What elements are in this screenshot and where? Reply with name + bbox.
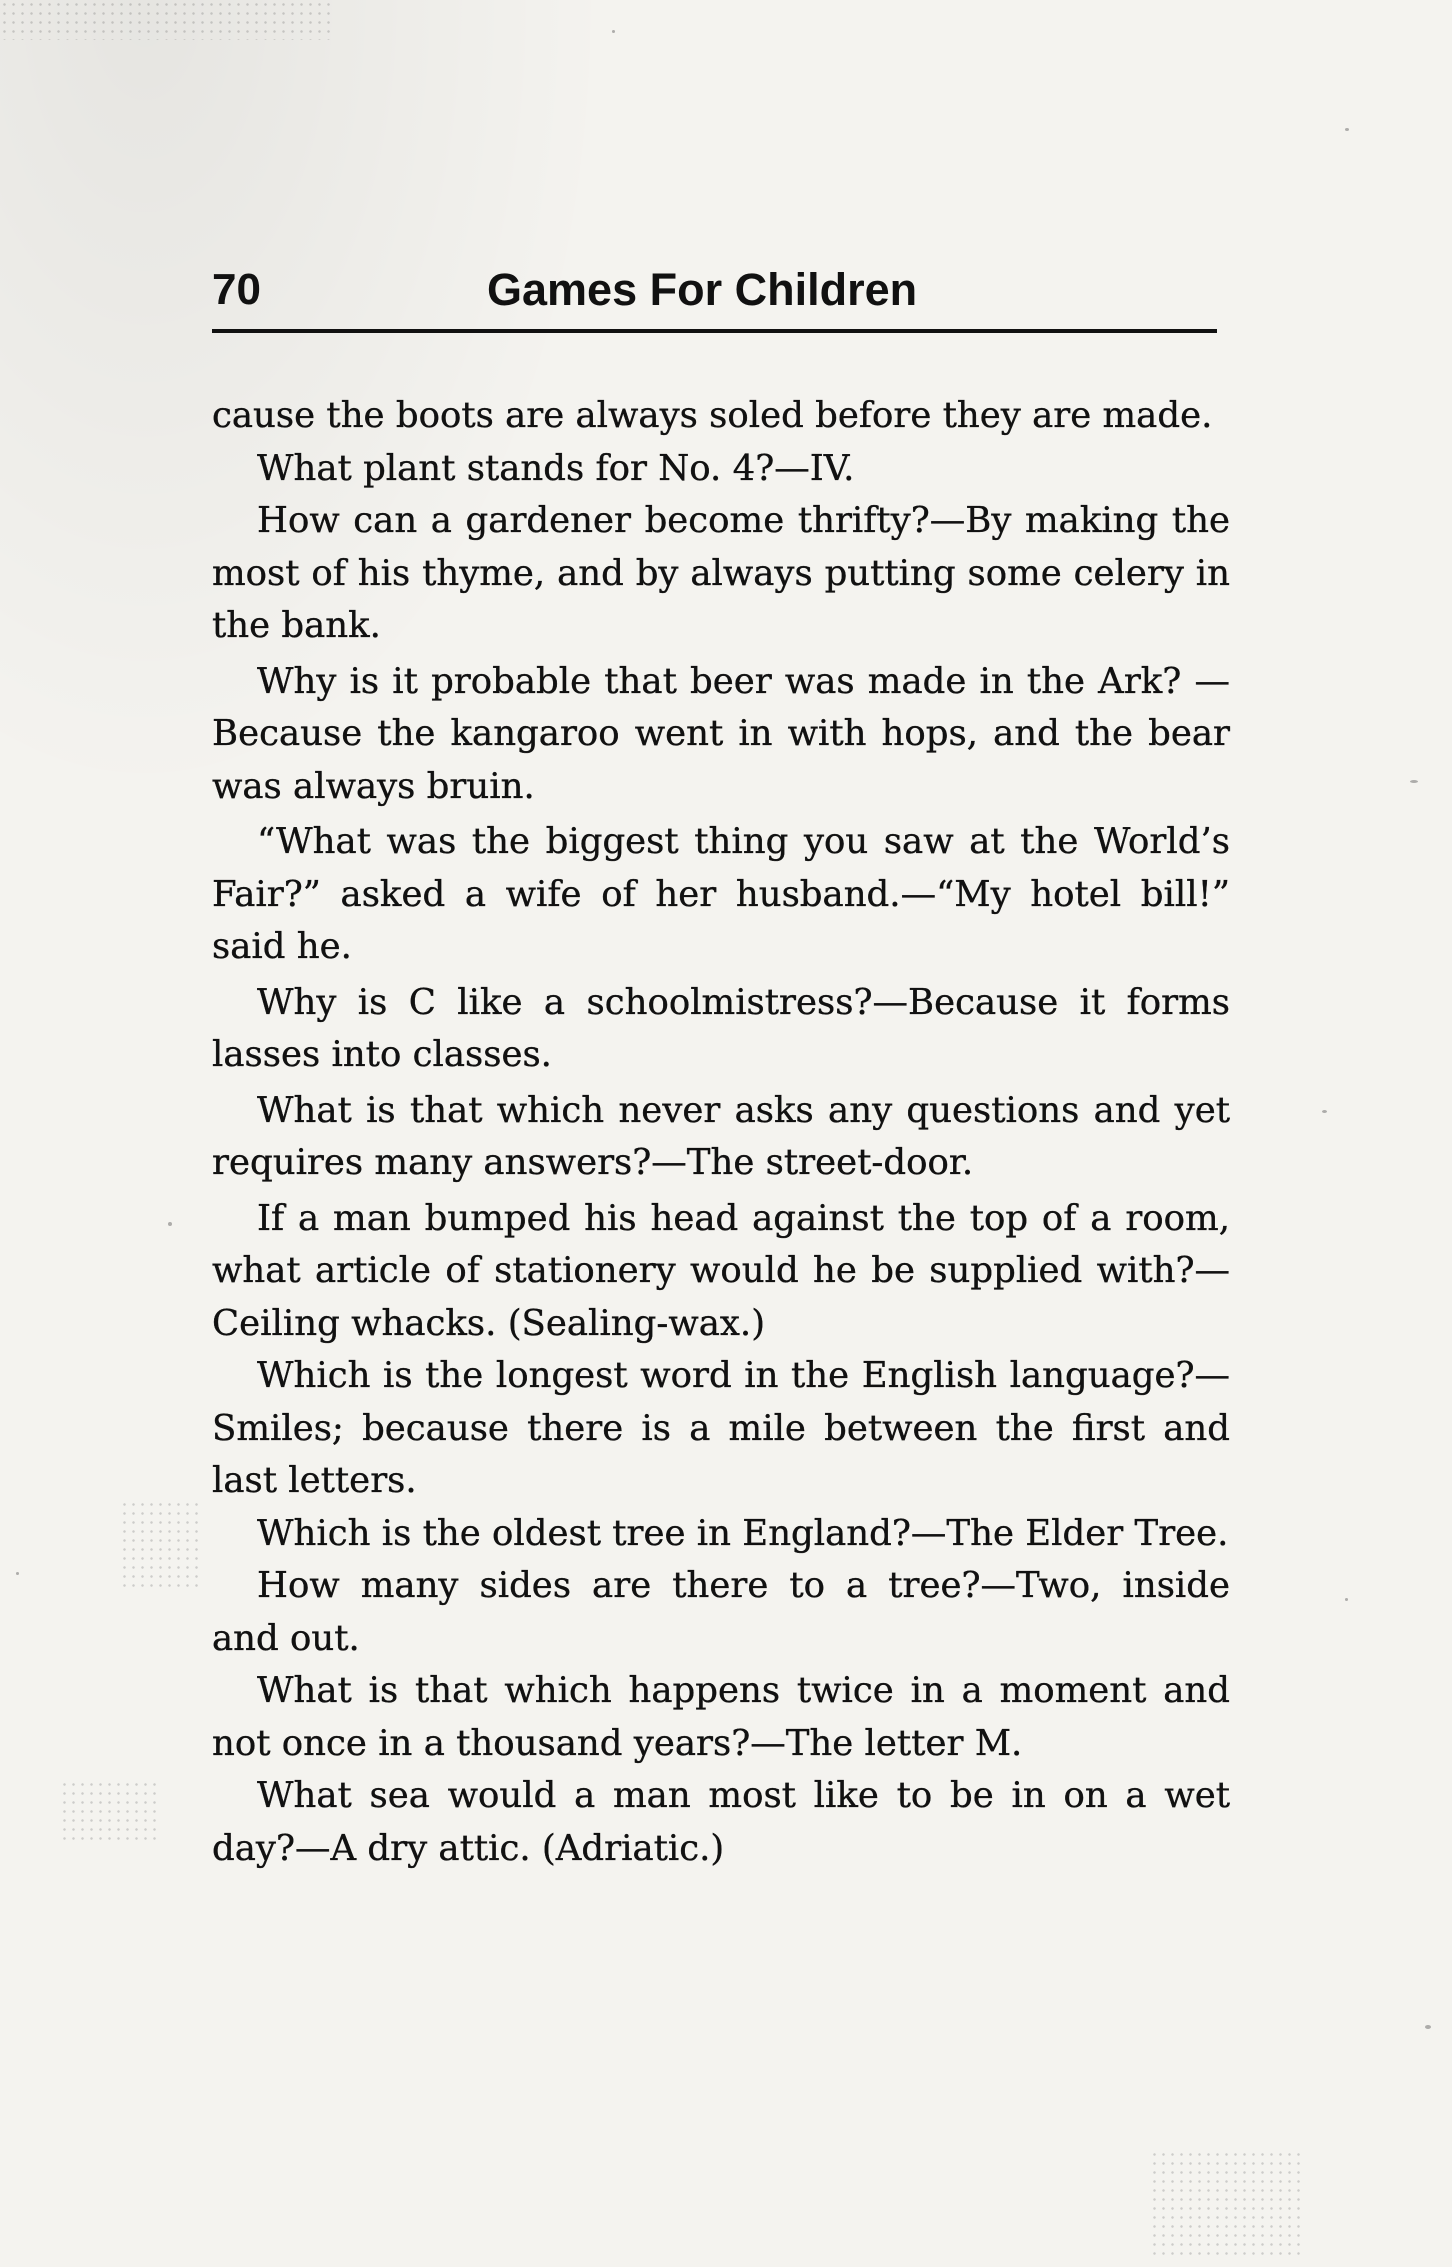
running-title: Games For Children: [487, 264, 918, 315]
paragraph: cause the boots are always soled before they are made.: [212, 395, 1213, 436]
scan-speck: [16, 1572, 19, 1575]
page-header: [212, 258, 1217, 322]
header-rule: [212, 329, 1217, 333]
scan-noise-left-middle: [120, 1500, 200, 1590]
page-body: [212, 390, 1230, 1875]
paragraph: How can a gardener become thrifty?—By making the most of his thyme, and by always putting some celery in the bank.: [212, 500, 1230, 646]
scan-speck: [168, 1222, 172, 1226]
scan-speck: [1322, 1110, 1327, 1113]
scan-noise-left-lower: [60, 1780, 160, 1840]
paragraph: Why is it probable that beer was made in the Ark? —Because the kangaroo went in with hops, and the bear was always bruin.: [212, 660, 1230, 807]
paragraph: Why is C like a schoolmistress?—Because it forms lasses into classes.: [212, 981, 1230, 1075]
paragraph: If a man bumped his head against the top of a room, what article of stationery would he be supplied with?—Ceiling whacks. (Sealing-wax.): [212, 1197, 1230, 1344]
paragraph: “What was the biggest thing you saw at the World’s Fair?” asked a wife of her husband.—“My hotel bill!” said he.: [212, 821, 1230, 967]
paragraph: What is that which never asks any questions and yet requires many answers?—The street-door.: [212, 1089, 1230, 1183]
scan-speck: [1410, 780, 1418, 783]
scan-noise-bottom-right: [1150, 2150, 1300, 2260]
paragraph: What plant stands for No. 4?—IV.: [257, 447, 855, 489]
paragraph: Which is the oldest tree in England?—The Elder Tree.: [257, 1512, 1229, 1554]
scan-noise-top-left: [0, 0, 330, 40]
paragraph: What is that which happens twice in a moment and not once in a thousand years?—The letter M.: [212, 1670, 1230, 1764]
paragraph: What sea would a man most like to be in on a wet day?—A dry attic. (Adriatic.): [212, 1775, 1230, 1869]
scan-speck: [1345, 128, 1349, 131]
page-number: 70: [212, 265, 261, 314]
paragraph: How many sides are there to a tree?—Two, inside and out.: [212, 1565, 1230, 1659]
scan-speck: [612, 30, 615, 33]
scan-speck: [1345, 1598, 1348, 1601]
scan-speck: [1425, 2025, 1431, 2029]
paragraph: Which is the longest word in the English language?—Smiles; because there is a mile between the first and last letters.: [212, 1355, 1230, 1501]
